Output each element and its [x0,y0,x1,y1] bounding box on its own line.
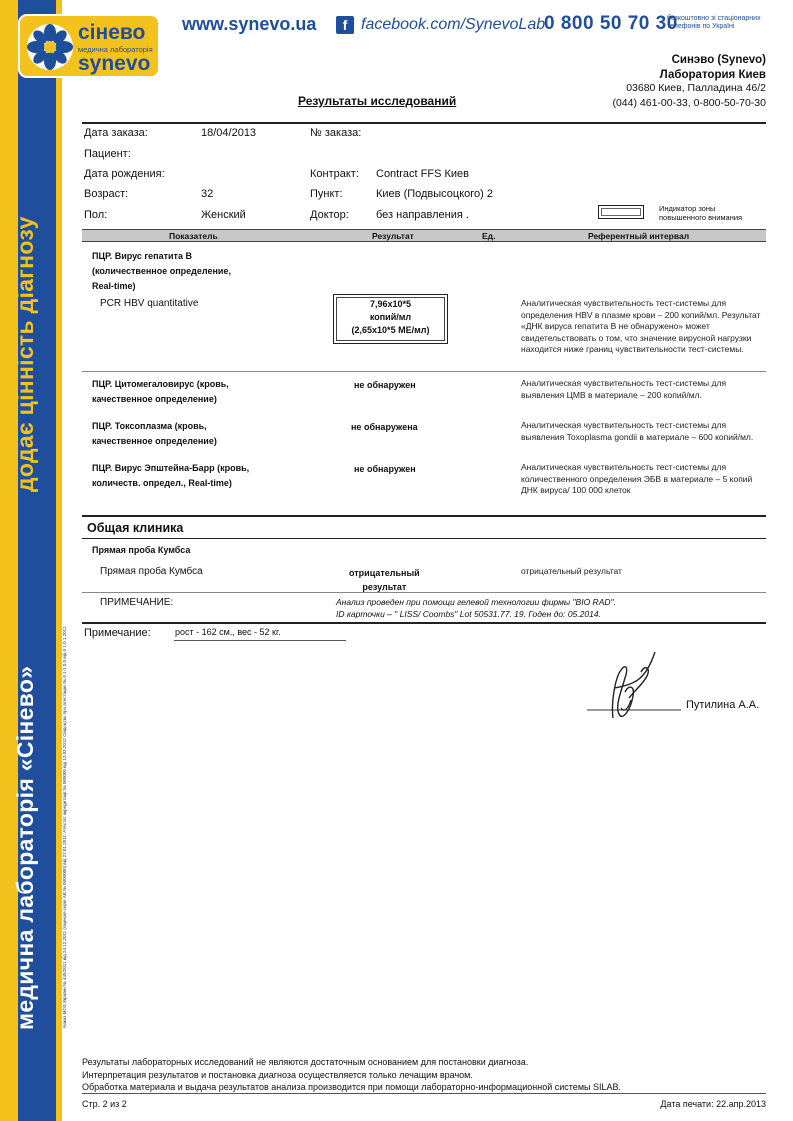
document-title: Результаты исследований [298,94,457,108]
attention-indicator-box [598,205,644,219]
test-hbv-name: ПЦР. Вирус гепатита В (количественное определение, Real-time) [92,251,231,291]
header-divider [82,122,766,124]
contract-label: Контракт: [310,168,359,180]
test-ebv-name: ПЦР. Вирус Эпштейна-Барр (кровь, количеств. определ., Real-time) [92,463,250,488]
test-coombs-result: отрицательный результат [349,568,420,592]
row-divider [82,371,766,372]
lab-phones: (044) 461-00-33, 0-800-50-70-30 [612,97,766,109]
col-result: Результат [372,231,414,241]
footer-disclaimer: Результаты лабораторных исследований не являются достаточным основанием для постановки диагноза. Интерпретация результатов и постановка диагноза осуществляется только лечащим врачом. Обработка материала и выдача результатов анализа производится при помощи лабораторно-информационной системы SILAB. [82,1057,621,1092]
synevo-logo [18,14,160,78]
remark-text: рост - 162 см., вес - 52 кг. [175,627,281,637]
attention-indicator-label: Индикатор зоны повышенного внимания [659,204,743,222]
point-label: Пункт: [310,188,343,200]
test-toxo-result: не обнаружена [351,422,418,432]
sex-value: Женский [201,209,246,221]
order-number-label: № заказа: [310,127,362,139]
lab-address: 03680 Киев, Палладина 46/2 [626,82,766,94]
doctor-label: Доктор: [310,209,349,221]
test-cmv-name: ПЦР. Цитомегаловирус (кровь, качественное определение) [92,379,229,404]
page-number: Стр. 2 из 2 [82,1099,127,1109]
col-unit: Ед. [482,231,496,241]
hotline-phone: 0 800 50 70 30 [544,13,678,34]
test-ebv-result: не обнаружен [354,464,416,474]
logo-text-en: synevo [78,52,151,75]
col-reference: Референтный интервал [588,231,690,241]
col-indicator: Показатель [169,231,218,241]
test-cmv-reference: Аналитическая чувствительность тест-системы для выявления ЦМВ в материале – 200 копий/мл. [521,378,727,400]
side-license-text: Наказ МОЗ України № 445/2011 від 24.12.2011 (ліцензія серія АВ № 0000000) від 27.01.2011, Атестат акредитації № 000000 від 12.03.2012 Свідоцтво про атестацію № 0 1-1 0 0 від 0 1.0 1.2012 [62,626,67,1028]
birth-date-label: Дата рождения: [84,168,165,180]
remark-label: Примечание: [84,627,151,639]
test-cmv-result: не обнаружен [354,380,416,390]
note-label: ПРИМЕЧАНИЕ: [100,597,174,608]
note-line-1: Анализ проведен при помощи гелевой технологии фирмы "BIO RAD". [336,597,616,607]
test-hbv-subname: PCR HBV quantitative [100,298,199,309]
test-toxo-name: ПЦР. Токсоплазма (кровь, качественное определение) [92,421,217,446]
order-date-value: 18/04/2013 [201,127,257,139]
results-table-header [82,229,766,242]
age-label: Возраст: [84,188,129,200]
signature-icon [585,648,765,728]
footer-divider [82,1093,766,1094]
doctor-value: без направления . [376,209,469,221]
logo-text-ua: сінево [78,21,146,44]
test-hbv-reference: Аналитическая чувствительность тест-системы для определения HBV в плазме крови – 200 копий/мл. Результат «ДНК вируса гепатита В не обнаружено» может свидетельствовать о том, что значение вирусной нагрузки находится ниже границ чувствительности тест-системы. [521,298,761,354]
facebook-icon: f [336,16,354,34]
facebook-link[interactable]: facebook.com/SynevoLab [361,16,546,33]
test-hbv-result: 7,96x10*5 копий/мл (2,65x10*5 МЕ/мл) [333,294,448,344]
lab-name: Синэво (Synevo) [671,54,766,66]
patient-label: Пациент: [84,148,131,160]
side-lab-name: медична лабораторія «Сінево» [12,665,38,1030]
note-line-2: ID карточки – " LISS/ Coombs" Lot 50531.77. 19. Годен до: 05.2014. [336,609,601,619]
website-link[interactable]: www.synevo.ua [182,14,317,34]
flower-icon [26,23,74,71]
lab-city: Лаборатория Киев [659,69,766,81]
section-general-clinic: Общая клиника [87,521,184,535]
print-date: Дата печати: 22.апр.2013 [660,1099,766,1109]
sex-label: Пол: [84,209,108,221]
row-divider [82,592,766,593]
order-date-label: Дата заказа: [84,127,148,139]
test-coombs-name: Прямая проба Кумбса [92,545,191,555]
section-divider [82,515,766,517]
table-end-divider [82,622,766,624]
remark-underline [174,640,346,641]
test-ebv-reference: Аналитическая чувствительность тест-системы для количественного определения ЭБВ в материале – 5 копий ДНК вируса/ 100 000 клеток [521,462,753,495]
point-value: Киев (Подвысоцкого) 2 [376,188,494,200]
test-coombs-reference: отрицательный результат [521,566,622,576]
signer-name: Путилина А.А. [686,699,760,711]
section-underline [82,538,766,539]
hotline-note: безкоштовно зі стаціонарних телефонів по Україні [667,15,761,30]
logo-subtitle: медична лабораторія [78,45,153,54]
contract-value: Contract FFS Киев [376,168,469,180]
age-value: 32 [201,188,214,200]
test-toxo-reference: Аналитическая чувствительность тест-системы для выявления Toxoplasma gondii в материале – 600 копий/мл. [521,420,754,442]
side-slogan: додає цінність діагнозу [12,216,38,492]
test-coombs-subname: Прямая проба Кумбса [100,566,203,577]
